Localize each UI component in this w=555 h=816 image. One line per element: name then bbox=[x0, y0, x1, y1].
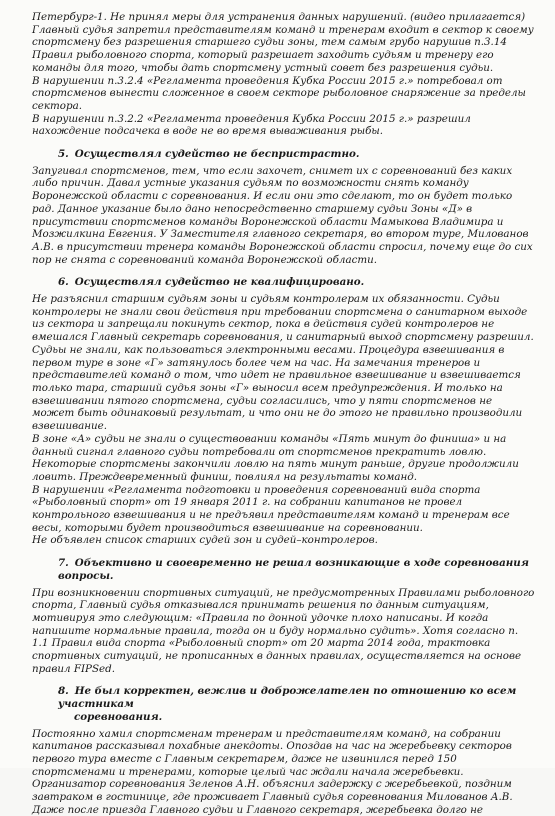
section-6-paragraph: В нарушении «Регламента подготовки и проведения соревнований вида спорта «Рыболовный спорт» от 19 января 2011 г. на собрании капитанов не провел контрольного взвешивания и не предъявил представителям команд и тренерам все весы, которыми будет производиться взвешивание на соревновании. bbox=[32, 483, 510, 534]
section-number: 6. bbox=[58, 276, 69, 289]
section-8-heading bbox=[58, 685, 535, 723]
intro-paragraph: В нарушении п.3.2.2 «Регламента проведения Кубка России 2015 г.» разрешил нахождение подсачека в воде не во время вываживания рыбы. bbox=[32, 112, 471, 138]
section-6-heading bbox=[58, 276, 535, 289]
section-title: Осуществлял судейство не квалифицировано. bbox=[74, 276, 365, 289]
section-title: Объективно и своевременно не решал возникающие в ходе соревнования вопросы. bbox=[58, 557, 529, 582]
section-title-continued: соревнования. bbox=[74, 710, 163, 723]
section-number: 8. bbox=[58, 685, 69, 698]
intro-paragraph: Петербург-1. Не принял меры для устранения данных нарушений. (видео прилагается) bbox=[32, 11, 526, 23]
section-8-text: Постоянно хамил спортсменам тренерам и представителям команд, на собрании капитанов рассказывал похабные анекдоты. Опоздав на час на жеребьевку секторов первого тура вместе с Главным секретарем, даже не извинился перед 150 спортсменами и тренерами, которые целый час ждали начала жеребьевки. Организатор соревнования Зеленов А.Н. объяснил задержку с жеребьевкой, поздним завтраком в гостинице, где проживает Главный судья соревнования Милованов А.В. Даже после приезда Главного судьи и Главного секретаря, жеребьевка долго не bbox=[32, 727, 513, 816]
section-6-paragraph: В зоне «А» судьи не знали о существовании команды «Пять минут до финиша» и на данный сигнал главного судьи потребовали от спортсменов прекратить ловлю. Некоторые спортсмены закончили ловлю на пять минут раньше, другие продолжили ловить. Преждевременный финиш, повлиял на результаты команд. bbox=[32, 432, 519, 483]
intro-paragraph: Главный судья запретил представителям команд и тренерам входит в сектор к своему спортсмену без разрешения старшего судьи зоны, тем самым грубо нарушив п.3.14 Правил рыболовного спорта, который разрешает заходить судьям и тренеру его команды для того, чтобы дать спортсмену устный совет без разрешения судьи. bbox=[32, 23, 534, 74]
section-number: 5. bbox=[58, 148, 69, 161]
section-7-heading bbox=[58, 557, 535, 582]
section-7-text: При возникновении спортивных ситуаций, не предусмотренных Правилами рыболовного спорта, Главный судья отказывался принимать решения по данным ситуациям, мотивируя это следующим: «Правила по донной удочке плохо написаны. И когда напишите нормальные правила, тогда он и буду нормально судить». Хотя согласно п. 1.1 Правил вида спорта «Рыболовный спорт» от 20 марта 2014 года, трактовка спортивных ситуаций, не прописанных в данных правилах, осуществляется на основе правил FIPSed. bbox=[32, 586, 535, 675]
intro-paragraph: В нарушении п.3.2.4 «Регламента проведения Кубка России 2015 г.» потребовал от спортсменов вынести сложенное в своем секторе рыболовное снаряжение за пределы сектора. bbox=[32, 74, 526, 112]
section-6-paragraph: Не разъяснил старшим судьям зоны и судьям контролерам их обязанности. Судьи контролеры не знали свои действия при требовании спортсмена о санитарном выходе из сектора и запрещали покинуть сектор, пока в действия судей контролеров не вмешался Главный секретарь соревнования, и санитарный выход спортсмену разрешил. Судьы не знали, как пользоваться электронными весами. Процедура взвешивания в первом туре в зоне «Г» затянулось более чем на час. На замечания тренеров и представителей команд о том, что идет не правильное взвешивание и взвешивается только тара, старший судья зоны «Г» выносил всем предупреждения. И только на взвешивании пятого спортсмена, судьи согласились, что у пяти спортсменов не может быть одинаковый результат, и что они не до этого не правильно производили взвешивание. bbox=[32, 293, 534, 433]
section-5-heading bbox=[58, 148, 535, 161]
section-title: Осуществлял судейство не беспристрастно. bbox=[74, 148, 360, 161]
section-number: 7. bbox=[58, 557, 69, 570]
section-5-text: Запугивал спортсменов, тем, что если захочет, снимет их с соревнований без каких либо причин. Давал устные указания судьям по возможности снять команду Воронежской области с соревнования. И если они это сделают, то он будет только рад. Данное указание было дано непосредственно старшему судьи Зоны «Д» в присутствии спортсменов команды Воронежской области Мамыкова Владимира и Мозжилкина Евгения. У Заместителя главного секретаря, во втором туре, Милованов А.В. в присутствии тренера команды Воронежской области спросил, почему еще до сих пор не снята с соревнований команда Воронежской области. bbox=[32, 164, 533, 266]
section-title: Не был корректен, вежлив и доброжелателен по отношению ко всем участникам bbox=[58, 685, 517, 711]
section-6-paragraph: Не объявлен список старших судей зон и судей–контролеров. bbox=[32, 534, 378, 547]
